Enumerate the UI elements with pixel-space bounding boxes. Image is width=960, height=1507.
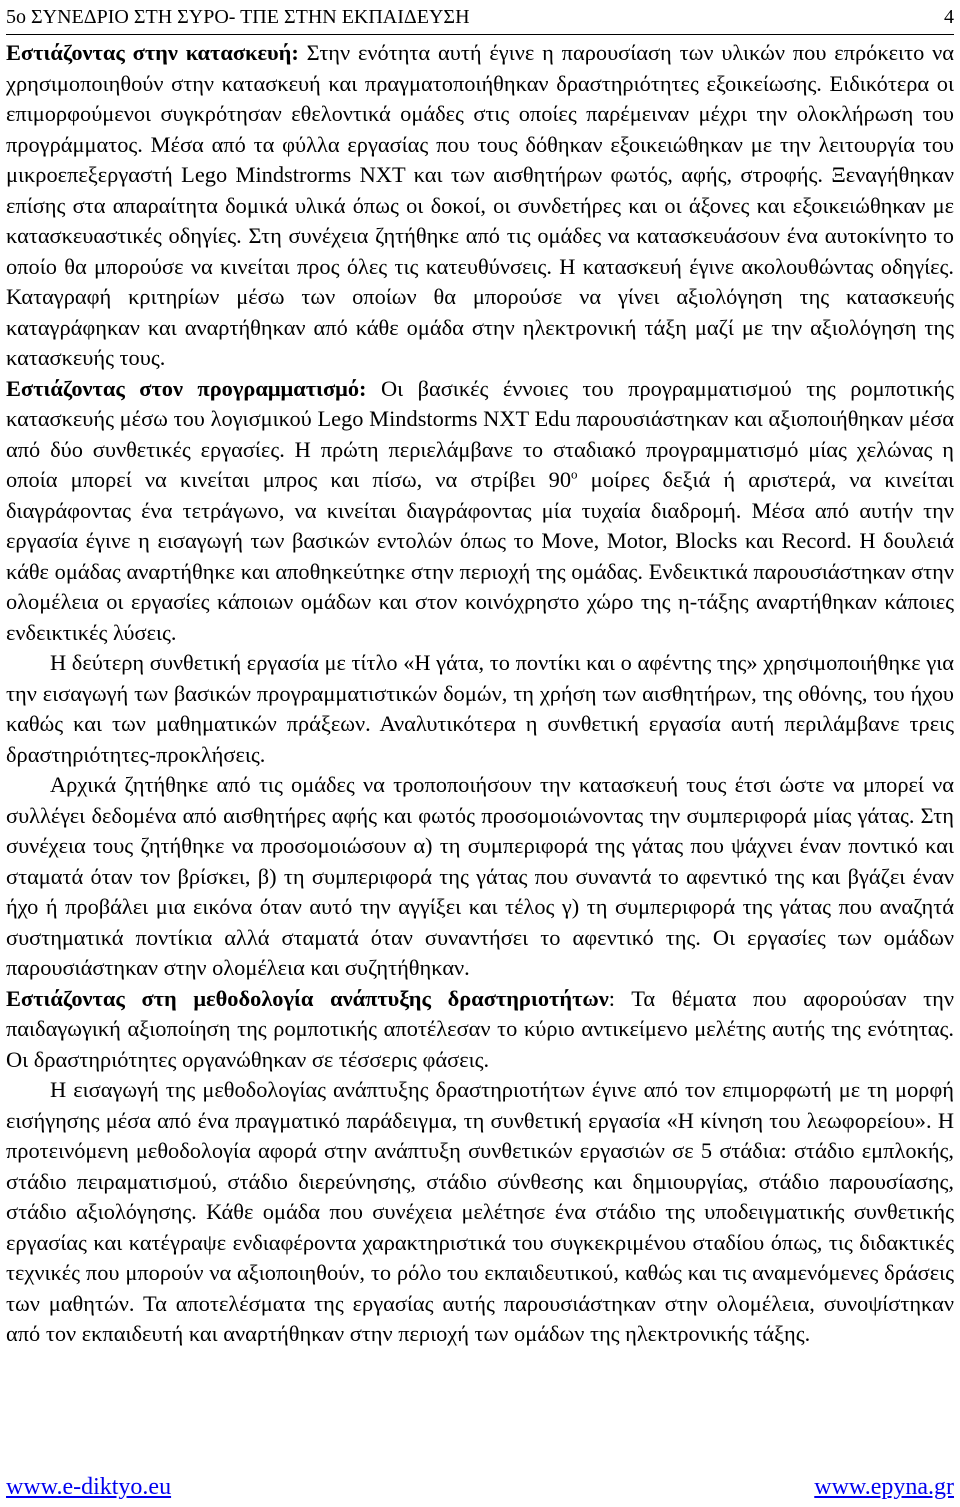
- section-label-construction: Εστιάζοντας στην κατασκευή:: [6, 40, 299, 65]
- paragraph-text: μοίρες δεξιά ή αριστερά, να κινείται διαγράφοντας ένα τετράγωνο, να κινείται διαγράφοντας μία τυχαία διαδρομή. Μέσα από αυτήν την εργασία έγινε η εισαγωγή των βασικών εντολών όπως το Move, Motor, Blocks και Record. Η δουλειά κάθε ομάδας αναρτήθηκε και αποθηκεύτηκε στην περιοχή της ομάδας. Ενδεικτικά παρουσιάστηκαν στην ολομέλεια οι εργασίες κάποιων ομάδων και στον κοινόχρηστο χώρο της η-τάξης αναρτήθηκαν κάποιες ενδεικτικές λύσεις.: [6, 467, 954, 645]
- section-label-programming: Εστιάζοντας στον προγραμματισμό:: [6, 375, 367, 401]
- header-title: 5ο ΣΥΝΕΔΡΙΟ ΣΤΗ ΣΥΡΟ- ΤΠΕ ΣΤΗΝ ΕΚΠΑΙΔΕΥΣΗ: [6, 5, 470, 28]
- body-text: [6, 38, 954, 1350]
- footer-link-epyna[interactable]: www.epyna.gr: [814, 1473, 954, 1500]
- page-number: 4: [944, 5, 954, 28]
- paragraph-text: Οι βασικές έννοιες του προγραμματισμού της ρομποτικής κατασκευής μέσω του λογισμικού Lego Mindstorms NXT Edu παρουσιάστηκαν και αξιοποιήθηκαν μέσα από δύο συνθετικές εργασίες. Η πρώτη περιελάμβανε το σταδιακό προγραμματισμό μίας χελώνας η οποία μπορεί να κινείται μπρος και πίσω, να στρίβει 90: [6, 375, 954, 492]
- degree-superscript: ο: [571, 466, 578, 482]
- paragraph-methodology-intro: Η εισαγωγή της μεθοδολογίας ανάπτυξης δραστηριοτήτων έγινε από τον επιμορφωτή με τη μορφή εισήγησης μέσα από ένα πραγματικό παράδειγμα, τη συνθετική εργασία «Η κίνηση του λεωφορείου». Η προτεινόμενη μεθοδολογία αφορά στην ανάπτυξη συνθετικών εργασιών σε 5 στάδια: στάδιο εμπλοκής, στάδιο πειραματισμού, στάδιο διερεύνησης, στάδιο σύνθεσης και δημιουργίας, στάδιο παρουσίασης, στάδιο αξιολόγησης. Κάθε ομάδα που συνέχεια μελέτησε ένα στάδιο της υποδειγματικής συνθετικής εργασίας και κατέγραψε ενδιαφέροντα χαρακτηριστικά του συγκεκριμένου σταδίου όπως, τις διδακτικές τεχνικές που μπορούν να αξιοποιηθούν, το ρόλο του εκπαιδευτικού, καθώς και τις αναμενόμενες δράσεις των μαθητών. Τα αποτελέσματα της εργασίας αυτής παρουσιάστηκαν στην ολομέλεια, συνοψίστηκαν από τον εκπαιδευτή και αναρτήθηκαν στην περιοχή των ομάδων της ηλεκτρονικής τάξης.: [6, 1077, 954, 1346]
- paragraph-programming: [6, 374, 954, 649]
- paragraph-methodology: [6, 984, 954, 1076]
- paragraph-text: Στην ενότητα αυτή έγινε η παρουσίαση των υλικών που επρόκειτο να χρησιμοποιηθούν στην κατασκευή και πραγματοποιήθηκαν δραστηριότητες εξοικείωσης. Ειδικότερα οι επιμορφούμενοι συγκρότησαν εθελοντικά ομάδες στις οποίες παρέμειναν μέχρι την ολοκλήρωση του προγράμματος. Μέσα από τα φύλλα εργασίας που τους δόθηκαν εξοικειώθηκαν με την λειτουργία του μικροεπεξεργαστή Lego Mindstrorms NXT και των αισθητήρων φωτός, αφής, στροφής. Ξεναγήθηκαν επίσης στα απαραίτητα δομικά υλικά όπως οι δοκοί, οι συνδετήρες και οι άξονες και εξοικειώθηκαν με κατασκευαστικές οδηγίες. Στη συνέχεια ζητήθηκε από τις ομάδες να κατασκευάσουν ένα αυτοκίνητο το οποίο θα μπορούσε να κινείται προς όλες τις κατευθύνσεις. Η κατασκευή έγινε ακολουθώντας οδηγίες. Καταγραφή κριτηρίων μέσω των οποίων θα μπορούσε να γίνει αξιολόγηση της κατασκευής καταγράφηκαν και αναρτήθηκαν από κάθε ομάδα στην ηλεκτρονική τάξη μαζί με την αξιολόγηση της κατασκευής τους.: [6, 40, 954, 370]
- page-header: [6, 0, 954, 35]
- section-label-methodology: Εστιάζοντας στη μεθοδολογία ανάπτυξης δραστηριοτήτων: [6, 985, 609, 1011]
- footer-link-ediktyo[interactable]: www.e-diktyo.eu: [6, 1473, 172, 1500]
- paragraph-text: : Τα θέματα που αφορούσαν την παιδαγωγική αξιοποίηση της ρομποτικής αποτέλεσαν το κύριο αντικείμενο μελέτης αυτής της ενότητας. Οι δραστηριότητες οργανώθηκαν σε τέσσερις φάσεις.: [6, 985, 954, 1072]
- paragraph-cat-challenges: Αρχικά ζητήθηκε από τις ομάδες να τροποποιήσουν την κατασκευή τους έτσι ώστε να μπορεί να συλλέγει δεδομένα από αισθητήρες αφής και φωτός προσομοιώνοντας την συμπεριφορά μίας γάτας. Στη συνέχεια τους ζητήθηκε να προσομοιώσουν α) τη συμπεριφορά της γάτας που ψάχνει έναν ποντικό και σταματά όταν τον βρίσκει, β) τη συμπεριφορά της γάτας που συναντά το αφεντικό της και βγάζει έναν ήχο ή προβάλει μια εικόνα όταν αυτό την αγγίξει και τέλος γ) τη συμπεριφορά της γάτας που αναζητά συστηματικά ποντίκια αλλά σταματά όταν συναντήσει το αφεντικό της. Οι εργασίες των ομάδων παρουσιάστηκαν στην ολομέλεια και συζητήθηκαν.: [6, 772, 954, 980]
- paragraph-construction: [6, 38, 954, 374]
- paragraph-second-task: Η δεύτερη συνθετική εργασία με τίτλο «Η γάτα, το ποντίκι και ο αφέντης της» χρησιμοποιήθηκε για την εισαγωγή των βασικών προγραμματιστικών δομών, τη χρήση των αισθητήρων, της οθόνης, του ήχου καθώς και των μαθηματικών πράξεων. Αναλυτικότερα η συνθετική εργασία αυτή περιλάμβανε τρεις δραστηριότητες-προκλήσεις.: [6, 650, 954, 767]
- page-footer: [6, 1470, 954, 1504]
